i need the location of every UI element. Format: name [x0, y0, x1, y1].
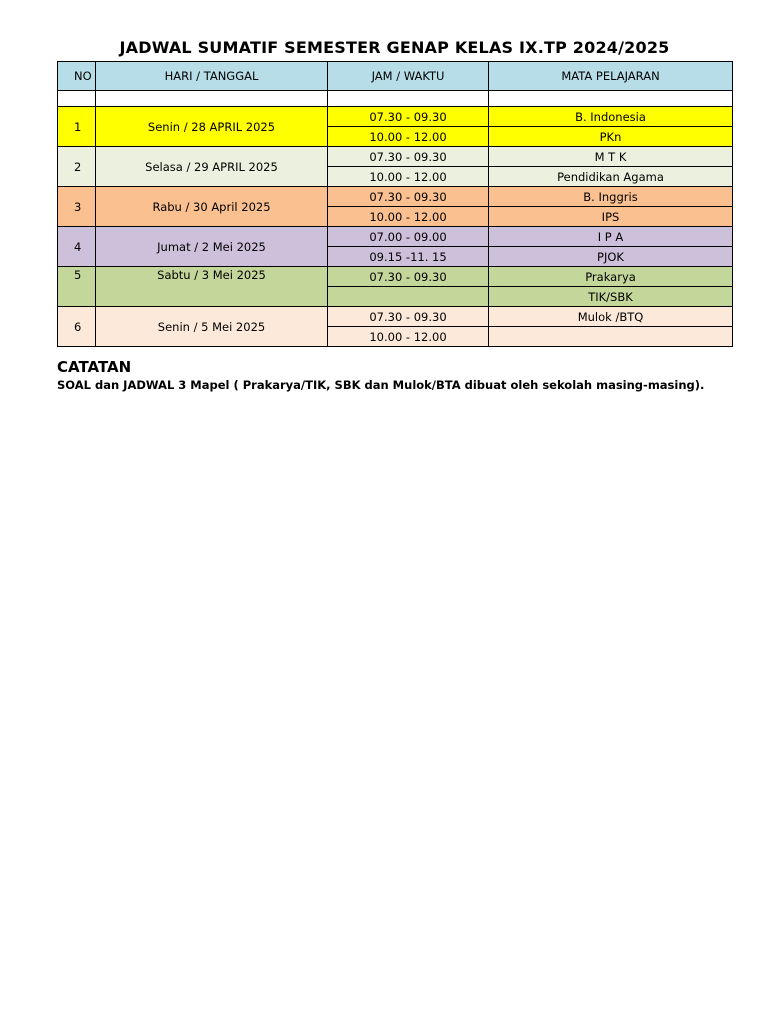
day-number: 3 [58, 187, 96, 227]
day-number: 5 [58, 267, 96, 307]
day-date: Rabu / 30 April 2025 [96, 187, 328, 227]
session-time: 07.30 - 09.30 [328, 187, 489, 207]
blank-cell [489, 91, 733, 107]
session-time: 07.30 - 09.30 [328, 307, 489, 327]
day-date: Selasa / 29 APRIL 2025 [96, 147, 328, 187]
day-date: Senin / 5 Mei 2025 [96, 307, 328, 347]
day-date: Sabtu / 3 Mei 2025 [96, 267, 328, 307]
day-date: Senin / 28 APRIL 2025 [96, 107, 328, 147]
session-subject: TIK/SBK [489, 287, 733, 307]
header-date: HARI / TANGGAL [96, 62, 328, 91]
session-time: 10.00 - 12.00 [328, 207, 489, 227]
table-row [58, 107, 733, 127]
table-row [58, 187, 733, 207]
table-header-row [58, 62, 733, 91]
schedule-table [57, 61, 733, 347]
table-row [58, 147, 733, 167]
session-time: 07.30 - 09.30 [328, 107, 489, 127]
session-subject: Prakarya [489, 267, 733, 287]
table-row [58, 267, 733, 287]
session-subject [489, 327, 733, 347]
page-title: JADWAL SUMATIF SEMESTER GENAP KELAS IX.TP 2024/2025 [119, 38, 670, 57]
notes-text: SOAL dan JADWAL 3 Mapel ( Prakarya/TIK, SBK dan Mulok/BTA dibuat oleh sekolah masing-masing). [57, 378, 705, 392]
header-no: NO [58, 62, 96, 91]
session-time: 07.00 - 09.00 [328, 227, 489, 247]
session-subject: Pendidikan Agama [489, 167, 733, 187]
session-subject: Mulok /BTQ [489, 307, 733, 327]
session-subject: I P A [489, 227, 733, 247]
session-subject: B. Indonesia [489, 107, 733, 127]
day-date: Jumat / 2 Mei 2025 [96, 227, 328, 267]
day-number: 1 [58, 107, 96, 147]
session-time: 10.00 - 12.00 [328, 167, 489, 187]
session-subject: IPS [489, 207, 733, 227]
table-row [58, 227, 733, 247]
session-time: 10.00 - 12.00 [328, 327, 489, 347]
blank-cell [96, 91, 328, 107]
session-subject: B. Inggris [489, 187, 733, 207]
day-number: 4 [58, 227, 96, 267]
day-number: 6 [58, 307, 96, 347]
blank-cell [58, 91, 96, 107]
table-row [58, 307, 733, 327]
header-subject: MATA PELAJARAN [489, 62, 733, 91]
session-subject: PKn [489, 127, 733, 147]
session-time: 07.30 - 09.30 [328, 267, 489, 287]
session-time: 09.15 -11. 15 [328, 247, 489, 267]
session-subject: M T K [489, 147, 733, 167]
session-time [328, 287, 489, 307]
day-number: 2 [58, 147, 96, 187]
session-subject: PJOK [489, 247, 733, 267]
blank-row [58, 91, 733, 107]
notes-heading: CATATAN [57, 358, 132, 376]
session-time: 07.30 - 09.30 [328, 147, 489, 167]
blank-cell [328, 91, 489, 107]
header-time: JAM / WAKTU [328, 62, 489, 91]
session-time: 10.00 - 12.00 [328, 127, 489, 147]
